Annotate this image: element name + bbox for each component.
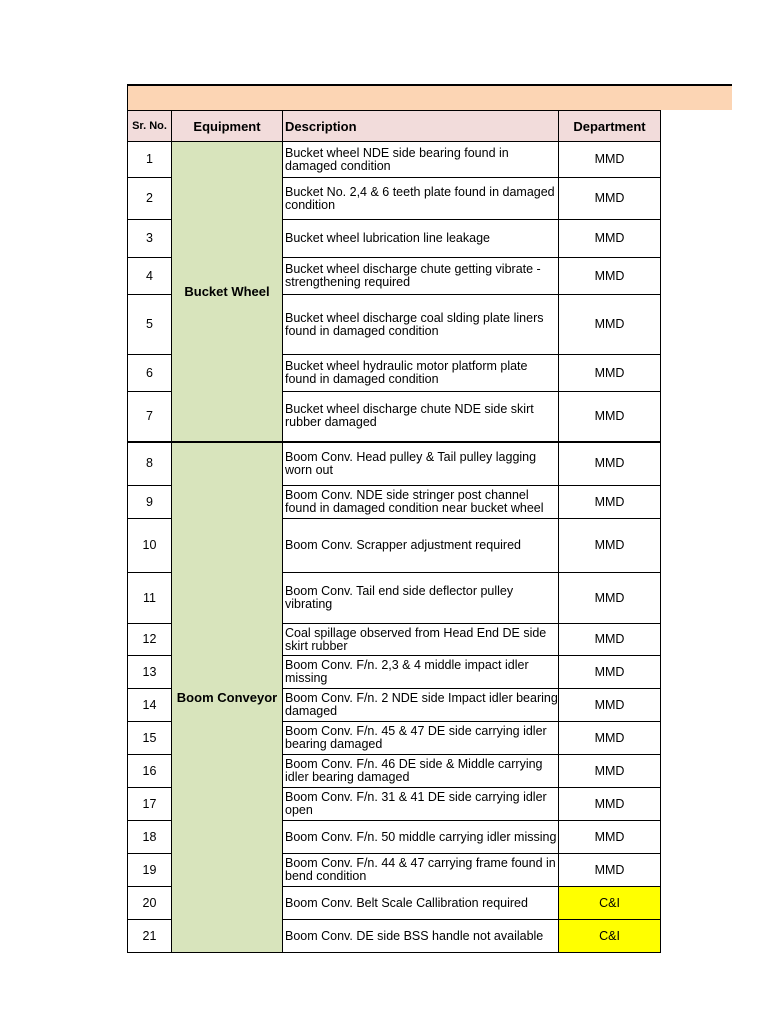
sr-no-cell: 1 (128, 142, 172, 178)
header-equipment: Equipment (172, 111, 283, 142)
sr-no-cell: 15 (128, 722, 172, 755)
equipment-cell: Bucket Wheel (172, 142, 283, 442)
sr-no-cell: 16 (128, 755, 172, 788)
sr-no-cell: 18 (128, 821, 172, 854)
description-cell: Boom Conv. Head pulley & Tail pulley lagging worn out (283, 442, 559, 486)
department-cell: MMD (559, 573, 661, 624)
description-cell: Bucket wheel NDE side bearing found in damaged condition (283, 142, 559, 178)
department-cell: MMD (559, 392, 661, 442)
table-row (128, 142, 661, 178)
sr-no-cell: 9 (128, 486, 172, 519)
department-cell: MMD (559, 821, 661, 854)
description-cell: Bucket wheel hydraulic motor platform plate found in damaged condition (283, 355, 559, 392)
sr-no-cell: 6 (128, 355, 172, 392)
header-row (128, 111, 661, 142)
department-cell: MMD (559, 142, 661, 178)
department-cell: MMD (559, 442, 661, 486)
description-cell: Boom Conv. DE side BSS handle not available (283, 920, 559, 953)
sr-no-cell: 2 (128, 178, 172, 220)
description-cell: Boom Conv. F/n. 46 DE side & Middle carrying idler bearing damaged (283, 755, 559, 788)
sr-no-cell: 17 (128, 788, 172, 821)
department-cell: MMD (559, 755, 661, 788)
department-cell: MMD (559, 656, 661, 689)
header-sr-no: Sr. No. (128, 111, 172, 142)
description-cell: Coal spillage observed from Head End DE side skirt rubber (283, 624, 559, 656)
table-body (128, 142, 661, 953)
header-department: Department (559, 111, 661, 142)
table-row (128, 442, 661, 486)
description-cell: Bucket No. 2,4 & 6 teeth plate found in damaged condition (283, 178, 559, 220)
sr-no-cell: 19 (128, 854, 172, 887)
description-cell: Bucket wheel discharge chute NDE side skirt rubber damaged (283, 392, 559, 442)
sr-no-cell: 4 (128, 258, 172, 295)
sr-no-cell: 14 (128, 689, 172, 722)
sr-no-cell: 13 (128, 656, 172, 689)
department-cell: MMD (559, 220, 661, 258)
department-cell: MMD (559, 486, 661, 519)
description-cell: Boom Conv. F/n. 44 & 47 carrying frame found in bend condition (283, 854, 559, 887)
department-cell: C&I (559, 920, 661, 953)
description-cell: Bucket wheel discharge chute getting vibrate - strengthening required (283, 258, 559, 295)
sr-no-cell: 7 (128, 392, 172, 442)
sr-no-cell: 21 (128, 920, 172, 953)
description-cell: Boom Conv. F/n. 2 NDE side Impact idler bearing damaged (283, 689, 559, 722)
department-cell: MMD (559, 722, 661, 755)
sr-no-cell: 3 (128, 220, 172, 258)
department-cell: MMD (559, 295, 661, 355)
department-cell: MMD (559, 854, 661, 887)
department-cell: MMD (559, 258, 661, 295)
title-band (127, 84, 732, 110)
defect-table (127, 110, 661, 953)
department-cell: MMD (559, 519, 661, 573)
sr-no-cell: 11 (128, 573, 172, 624)
description-cell: Bucket wheel lubrication line leakage (283, 220, 559, 258)
description-cell: Boom Conv. Belt Scale Callibration required (283, 887, 559, 920)
description-cell: Boom Conv. F/n. 50 middle carrying idler missing (283, 821, 559, 854)
sr-no-cell: 12 (128, 624, 172, 656)
description-cell: Boom Conv. Scrapper adjustment required (283, 519, 559, 573)
department-cell: MMD (559, 788, 661, 821)
description-cell: Boom Conv. Tail end side deflector pulley vibrating (283, 573, 559, 624)
department-cell: MMD (559, 178, 661, 220)
sr-no-cell: 10 (128, 519, 172, 573)
sr-no-cell: 5 (128, 295, 172, 355)
department-cell: C&I (559, 887, 661, 920)
description-cell: Boom Conv. F/n. 45 & 47 DE side carrying idler bearing damaged (283, 722, 559, 755)
sr-no-cell: 20 (128, 887, 172, 920)
sr-no-cell: 8 (128, 442, 172, 486)
description-cell: Boom Conv. F/n. 31 & 41 DE side carrying idler open (283, 788, 559, 821)
equipment-cell: Boom Conveyor (172, 442, 283, 953)
department-cell: MMD (559, 355, 661, 392)
department-cell: MMD (559, 624, 661, 656)
description-cell: Boom Conv. F/n. 2,3 & 4 middle impact idler missing (283, 656, 559, 689)
department-cell: MMD (559, 689, 661, 722)
description-cell: Boom Conv. NDE side stringer post channel found in damaged condition near bucket wheel (283, 486, 559, 519)
description-cell: Bucket wheel discharge coal slding plate liners found in damaged condition (283, 295, 559, 355)
header-description: Description (283, 111, 559, 142)
